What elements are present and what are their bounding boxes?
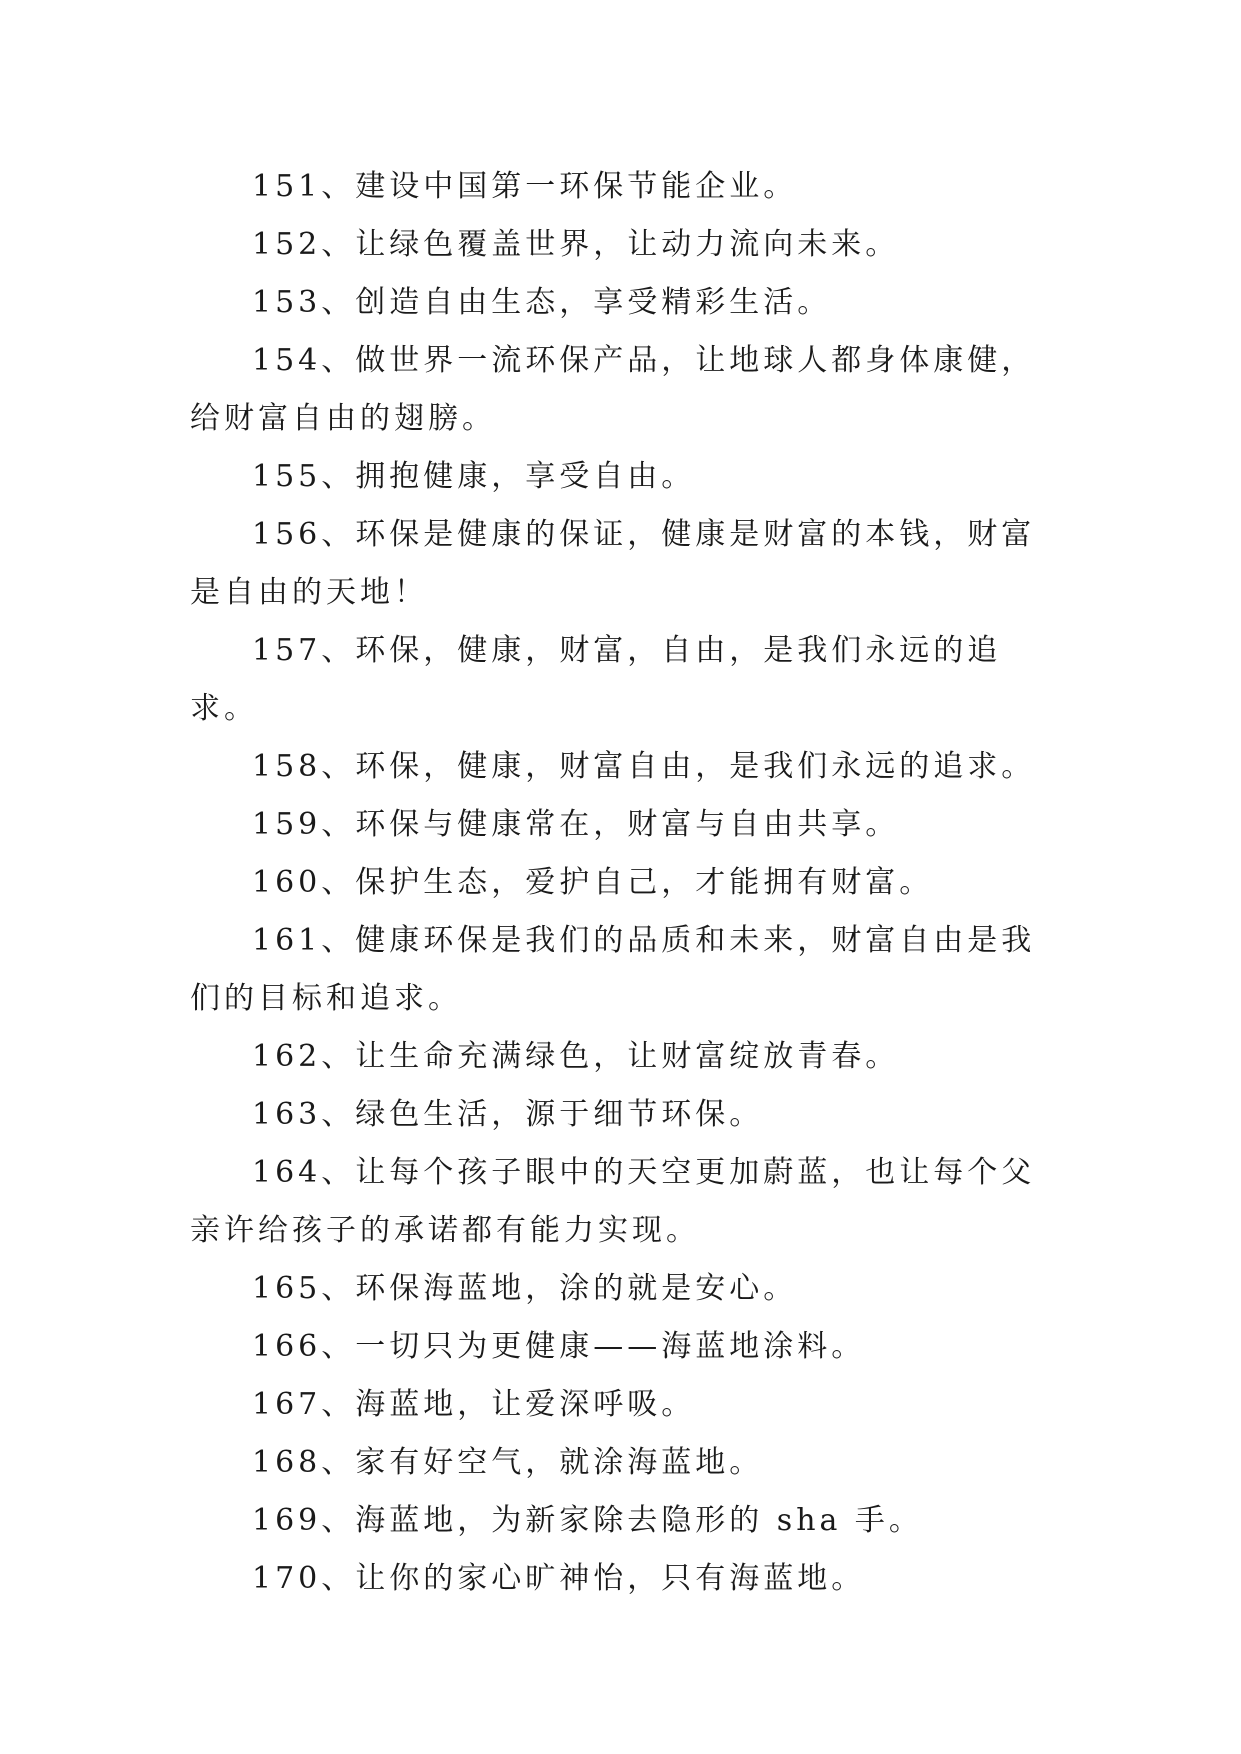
paragraph-155: 155、拥抱健康，享受自由。	[252, 459, 696, 494]
paragraph-163: 163、绿色生活，源于细节环保。	[252, 1097, 764, 1132]
paragraph-160: 160、保护生态，爱护自己，才能拥有财富。	[252, 865, 934, 900]
paragraph-153: 153、创造自由生态，享受精彩生活。	[252, 285, 832, 320]
paragraph-152: 152、让绿色覆盖世界，让动力流向未来。	[252, 227, 900, 262]
paragraph-165: 165、环保海蓝地，涂的就是安心。	[252, 1271, 798, 1306]
paragraph-161: 161、健康环保是我们的品质和未来，财富自由是我们的目标和追求。	[190, 923, 1036, 1016]
paragraph-167: 167、海蓝地，让爱深呼吸。	[252, 1387, 696, 1422]
paragraph-168: 168、家有好空气，就涂海蓝地。	[252, 1445, 764, 1480]
paragraph-156: 156、环保是健康的保证，健康是财富的本钱，财富是自由的天地！	[190, 517, 1036, 610]
paragraph-157: 157、环保，健康，财富，自由，是我们永远的追求。	[190, 633, 1002, 726]
document-body	[190, 158, 1050, 1608]
paragraph-166: 166、一切只为更健康——海蓝地涂料。	[252, 1329, 866, 1364]
paragraph-158: 158、环保，健康，财富自由，是我们永远的追求。	[252, 749, 1036, 784]
paragraph-154: 154、做世界一流环保产品，让地球人都身体康健，给财富自由的翅膀。	[190, 343, 1036, 436]
paragraph-164: 164、让每个孩子眼中的天空更加蔚蓝，也让每个父亲许给孩子的承诺都有能力实现。	[190, 1155, 1036, 1248]
paragraph-162: 162、让生命充满绿色，让财富绽放青春。	[252, 1039, 900, 1074]
paragraph-151: 151、建设中国第一环保节能企业。	[252, 169, 798, 204]
paragraph-169: 169、海蓝地，为新家除去隐形的 sha 手。	[252, 1503, 923, 1538]
paragraph-159: 159、环保与健康常在，财富与自由共享。	[252, 807, 900, 842]
paragraph-170: 170、让你的家心旷神怡，只有海蓝地。	[252, 1561, 866, 1596]
